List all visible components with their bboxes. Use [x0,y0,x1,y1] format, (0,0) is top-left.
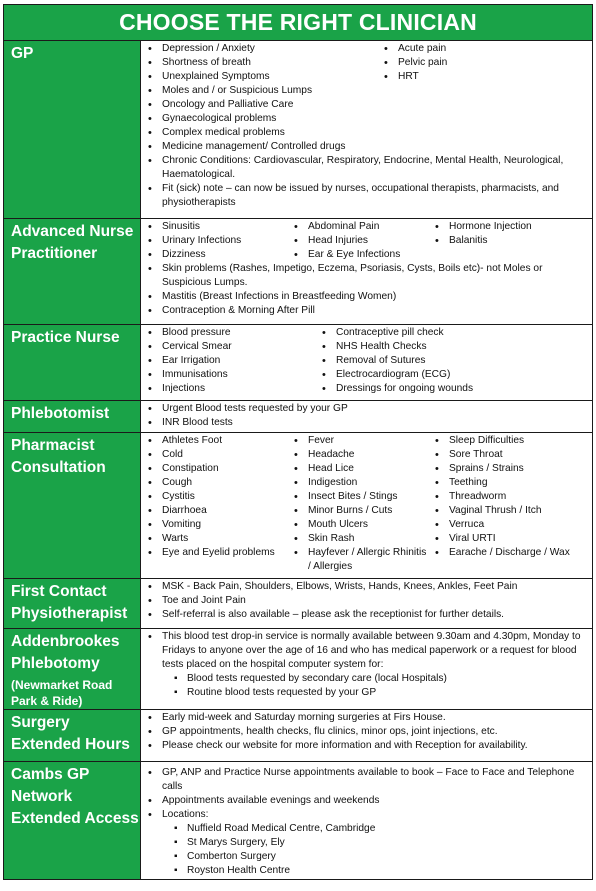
list-item: • Gynaecological problems [141,112,377,126]
content-cambs-gp-network [141,762,593,880]
list-item: • Earache / Discharge / Wax [428,546,588,560]
list-item: • Cough [141,476,287,490]
label-gp [4,41,141,219]
list-item: • Removal of Sutures [315,354,575,368]
list-item: • Toe and Joint Pain [141,594,588,608]
content-pharmacist [141,433,593,579]
row-phlebotomist [4,401,593,433]
list-item: • Skin Rash [287,532,428,546]
label-anp [4,219,141,325]
list-item: • Verruca [428,518,588,532]
list-item: • INR Blood tests [141,416,588,430]
label-addenbrookes [4,629,141,710]
list-item: • Headache [287,448,428,462]
label-text: Cambs GP [11,766,90,783]
list-item: • Fit (sick) note – can now be issued by nurses, occupational therapists, pharmacists, and physiotherapists [141,182,588,210]
anp-list-3 [428,220,588,262]
list-item: • Medicine management/ Controlled drugs [141,140,588,154]
list-item: • Hayfever / Allergic Rhinitis / Allergies [287,546,428,574]
label-text: Advanced Nurse [11,223,134,240]
content-surgery-extended-hours [141,710,593,762]
list-item: • Pelvic pain [377,56,527,70]
label-text: Practitioner [11,245,98,262]
list-item: • Vomiting [141,518,287,532]
list-item: • Locations: [141,808,588,822]
list-item: • Contraceptive pill check [315,326,575,340]
list-item: • Dressings for ongoing wounds [315,382,575,396]
anp-list-1 [141,220,287,262]
label-cambs-gp-network [4,762,141,880]
list-item: • GP, ANP and Practice Nurse appointments available to book – Face to Face and Telephone calls [141,766,588,794]
surgery-list [141,711,588,753]
label-text: Practice Nurse [11,329,120,346]
content-physiotherapist [141,579,593,629]
row-gp [4,41,593,219]
list-item: • Sleep Difficulties [428,434,588,448]
list-item: • Sore Throat [428,448,588,462]
list-item: • Injections [141,382,315,396]
list-item: • Blood pressure [141,326,315,340]
clinician-table [3,40,593,880]
list-item: • Eye and Eyelid problems [141,546,287,560]
list-item: • Immunisations [141,368,315,382]
list-item: • Diarrhoea [141,504,287,518]
list-item: ▪ Nuffield Road Medical Centre, Cambridge [141,822,588,836]
pharm-list-3 [428,434,588,574]
list-item: • Hormone Injection [428,220,588,234]
list-item: • Ear & Eye Infections [287,248,428,262]
list-item: • Please check our website for more information and with Reception for availability. [141,739,588,753]
list-item: • HRT [377,70,527,84]
gp-list-1 [141,42,377,140]
list-item: • This blood test drop-in service is normally available between 9.30am and 4.30pm, Monday to Fridays to anyone over the age of 16 and who has medical paperwork or a request for blood tests placed on the hospital computer system for: [141,630,588,672]
clinician-guide [3,4,593,880]
list-item: • NHS Health Checks [315,340,575,354]
row-surgery-extended-hours [4,710,593,762]
list-item: • Vaginal Thrush / Itch [428,504,588,518]
content-phlebotomist [141,401,593,433]
list-item: ▪ St Marys Surgery, Ely [141,836,588,850]
list-item: • Minor Burns / Cuts [287,504,428,518]
addenbrookes-sublist [141,672,588,700]
list-item: ▪ Comberton Surgery [141,850,588,864]
list-item: • Sprains / Strains [428,462,588,476]
list-item: • Mastitis (Breast Infections in Breastfeeding Women) [141,290,588,304]
label-practice-nurse [4,325,141,401]
cambs-locations [141,822,588,878]
phleb-list [141,402,588,430]
list-item: • Fever [287,434,428,448]
physio-list [141,580,588,622]
list-item: • Chronic Conditions: Cardiovascular, Respiratory, Endocrine, Mental Health, Neurological, Haematological. [141,154,588,182]
list-item: • Abdominal Pain [287,220,428,234]
list-item: • Electrocardiogram (ECG) [315,368,575,382]
list-item: • Moles and / or Suspicious Lumps [141,84,377,98]
addenbrookes-list [141,630,588,672]
list-item: ▪ Royston Health Centre [141,864,588,878]
list-item: ▪ Routine blood tests requested by your GP [141,686,588,700]
list-item: • Skin problems (Rashes, Impetigo, Eczema, Psoriasis, Cysts, Boils etc)- not Moles or Suspicious Lumps. [141,262,588,290]
list-item: • Shortness of breath [141,56,377,70]
row-anp [4,219,593,325]
label-text: Network [11,788,73,805]
list-item: ▪ Blood tests requested by secondary care (local Hospitals) [141,672,588,686]
anp-list-2 [287,220,428,262]
list-item: • Constipation [141,462,287,476]
row-physiotherapist [4,579,593,629]
list-item: • Indigestion [287,476,428,490]
list-item: • Early mid-week and Saturday morning surgeries at Firs House. [141,711,588,725]
label-text: Phlebotomist [11,405,110,422]
label-phlebotomist [4,401,141,433]
label-text: Consultation [11,459,106,476]
row-addenbrookes [4,629,593,710]
label-text: First Contact [11,583,107,600]
label-subtext: (Newmarket Road [11,678,113,692]
list-item: • Insect Bites / Stings [287,490,428,504]
list-item: • Cold [141,448,287,462]
list-item: • Urgent Blood tests requested by your GP [141,402,588,416]
label-text: Phlebotomy [11,655,100,672]
label-text: Pharmacist [11,437,95,454]
cambs-list [141,766,588,822]
gp-list-full [141,140,588,210]
list-item: • Head Injuries [287,234,428,248]
label-text: Extended Access [11,810,139,827]
anp-list-full [141,262,588,318]
label-text: Extended Hours [11,736,130,753]
pharm-list-1 [141,434,287,574]
list-item: • Self-referral is also available – please ask the receptionist for further details. [141,608,588,622]
list-item: • Mouth Ulcers [287,518,428,532]
pn-list-1 [141,326,315,396]
list-item: • Unexplained Symptoms [141,70,377,84]
content-addenbrookes [141,629,593,710]
pn-list-2 [315,326,575,396]
list-item: • MSK - Back Pain, Shoulders, Elbows, Wrists, Hands, Knees, Ankles, Feet Pain [141,580,588,594]
list-item: • Cervical Smear [141,340,315,354]
list-item: • Complex medical problems [141,126,377,140]
label-pharmacist [4,433,141,579]
list-item: • Warts [141,532,287,546]
page-title: CHOOSE THE RIGHT CLINICIAN [3,4,593,40]
gp-list-2 [377,42,527,140]
label-physiotherapist [4,579,141,629]
list-item: • Balanitis [428,234,588,248]
list-item: • Depression / Anxiety [141,42,377,56]
list-item: • Cystitis [141,490,287,504]
list-item: • Ear Irrigation [141,354,315,368]
content-anp [141,219,593,325]
list-item: • Acute pain [377,42,527,56]
list-item: • Urinary Infections [141,234,287,248]
list-item: • Sinusitis [141,220,287,234]
list-item: • GP appointments, health checks, flu clinics, minor ops, joint injections, etc. [141,725,588,739]
list-item: • Teething [428,476,588,490]
list-item: • Oncology and Palliative Care [141,98,377,112]
list-item: • Threadworm [428,490,588,504]
list-item: • Contraception & Morning After Pill [141,304,588,318]
label-text: Surgery [11,714,70,731]
label-subtext: Park & Ride) [11,694,83,708]
row-pharmacist [4,433,593,579]
list-item: • Head Lice [287,462,428,476]
label-text: Addenbrookes [11,633,120,650]
content-gp [141,41,593,219]
label-text: GP [11,45,34,62]
pharm-list-2 [287,434,428,574]
list-item: • Appointments available evenings and weekends [141,794,588,808]
label-surgery-extended-hours [4,710,141,762]
row-practice-nurse [4,325,593,401]
list-item: • Dizziness [141,248,287,262]
list-item: • Viral URTI [428,532,588,546]
label-text: Physiotherapist [11,605,128,622]
row-cambs-gp-network [4,762,593,880]
content-practice-nurse [141,325,593,401]
list-item: • Athletes Foot [141,434,287,448]
